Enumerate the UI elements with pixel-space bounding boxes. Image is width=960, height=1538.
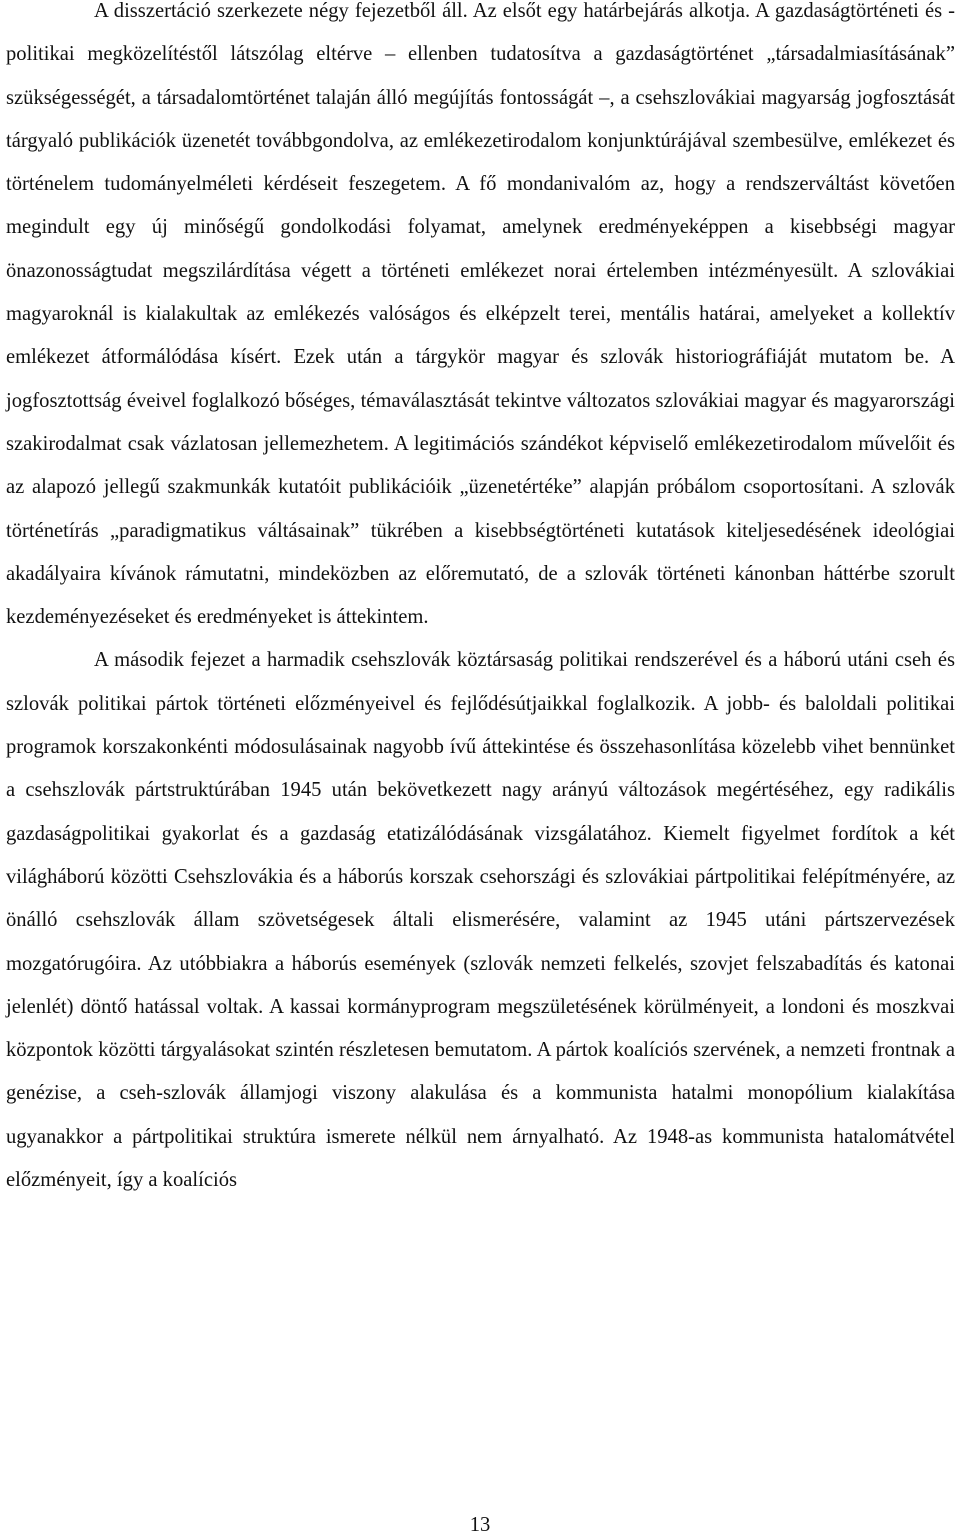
paragraph-chapter-two: A második fejezet a harmadik csehszlovák köztársaság politikai rendszerével és a háború utáni cseh és szlovák politikai pártok történeti előzményeivel és fejlődésútjaikkal foglalkozik. A jobb- és baloldali politikai programok korszakonkénti módosulásainak nagyobb ívű áttekintése és összehasonlítása közelebb vihet bennünket a csehszlovák pártstruktúrában 1945 után bekövetkezett nagy arányú változások megértéséhez, egy radikális gazdaságpolitikai gyakorlat és a gazdaság etatizálódásának vizsgálatához. Kiemelt figyelmet fordítok a két világháború közötti Csehszlovákia és a háborús korszak csehországi és szlovákiai pártpolitikai felépítményére, az önálló csehszlovák állam szövetségesek általi elismerésére, valamint az 1945 utáni pártszervezések mozgatórugóira. Az utóbbiakra a háborús események (szlovák nemzeti felkelés, szovjet felszabadítás és katonai jelenlét) döntő hatással voltak. A kassai kormányprogram megszületésének körülményeit, a londoni és moszkvai központok közötti tárgyalásokat szintén részletesen bemutatom. A pártok koalíciós szervének, a nemzeti frontnak a genézise, a cseh-szlovák államjogi viszony alakulása és a kommunista hatalmi monopólium kialakítása ugyanakkor a pártpolitikai struktúra ismerete nélkül nem árnyalható. Az 1948-as kommunista hatalomátvétel előzményeit, így a koalíciós: [6, 649, 955, 1192]
paragraph-chapter-one: A disszertáció szerkezete négy fejezetből áll. Az elsőt egy határbejárás alkotja. A gazdaságtörténeti és -politikai megközelítéstől látszólag eltérve – ellenben tudatosítva a gazdaságtörténet „társadalmiasításának” szükségességét, a társadalomtörténet talaján álló megújítás fontosságát –, a csehszlovákiai magyarság jogfosztását tárgyaló publikációk üzenetét továbbgondolva, az emlékezetirodalom konjunktúrájával szembesülve, emlékezet és történelem tudományelméleti kérdéseit feszegetem. A fő mondanivalóm az, hogy a rendszerváltást követően megindult egy új minőségű gondolkodási folyamat, amelynek eredményeképpen a kisebbségi magyar önazonosságtudat megszilárdítása végett a történeti emlékezet norai értelemben intézményesült. A szlovákiai magyaroknál is kialakultak az emlékezés valóságos és elképzelt terei, mentális határai, amelyeket a kollektív emlékezet átformálódása kísért. Ezek után a tárgykör magyar és szlovák historiográfiáját mutatom be. A jogfosztottság éveivel foglalkozó bőséges, témaválasztását tekintve változatos szlovákiai magyar és magyarországi szakirodalmat csak vázlatosan jellemezhetem. A legitimációs szándékot képviselő emlékezetirodalom művelőit és az alapozó jellegű szakmunkák kutatóit publikációik „üzenetértéke” alapján próbálom csoportosítani. A szlovák történetírás „paradigmatikus váltásainak” tükrében a kisebbségtörténeti kutatások kiteljesedésének ideológiai akadályaira kívánok rámutatni, mindeközben az előremutató, de a szlovák történeti kánonban háttérbe szorult kezdeményezéseket és eredményeket is áttekintem.: [6, 0, 955, 629]
page-number: 13: [469, 1514, 491, 1536]
document-page: [6, 0, 955, 1202]
